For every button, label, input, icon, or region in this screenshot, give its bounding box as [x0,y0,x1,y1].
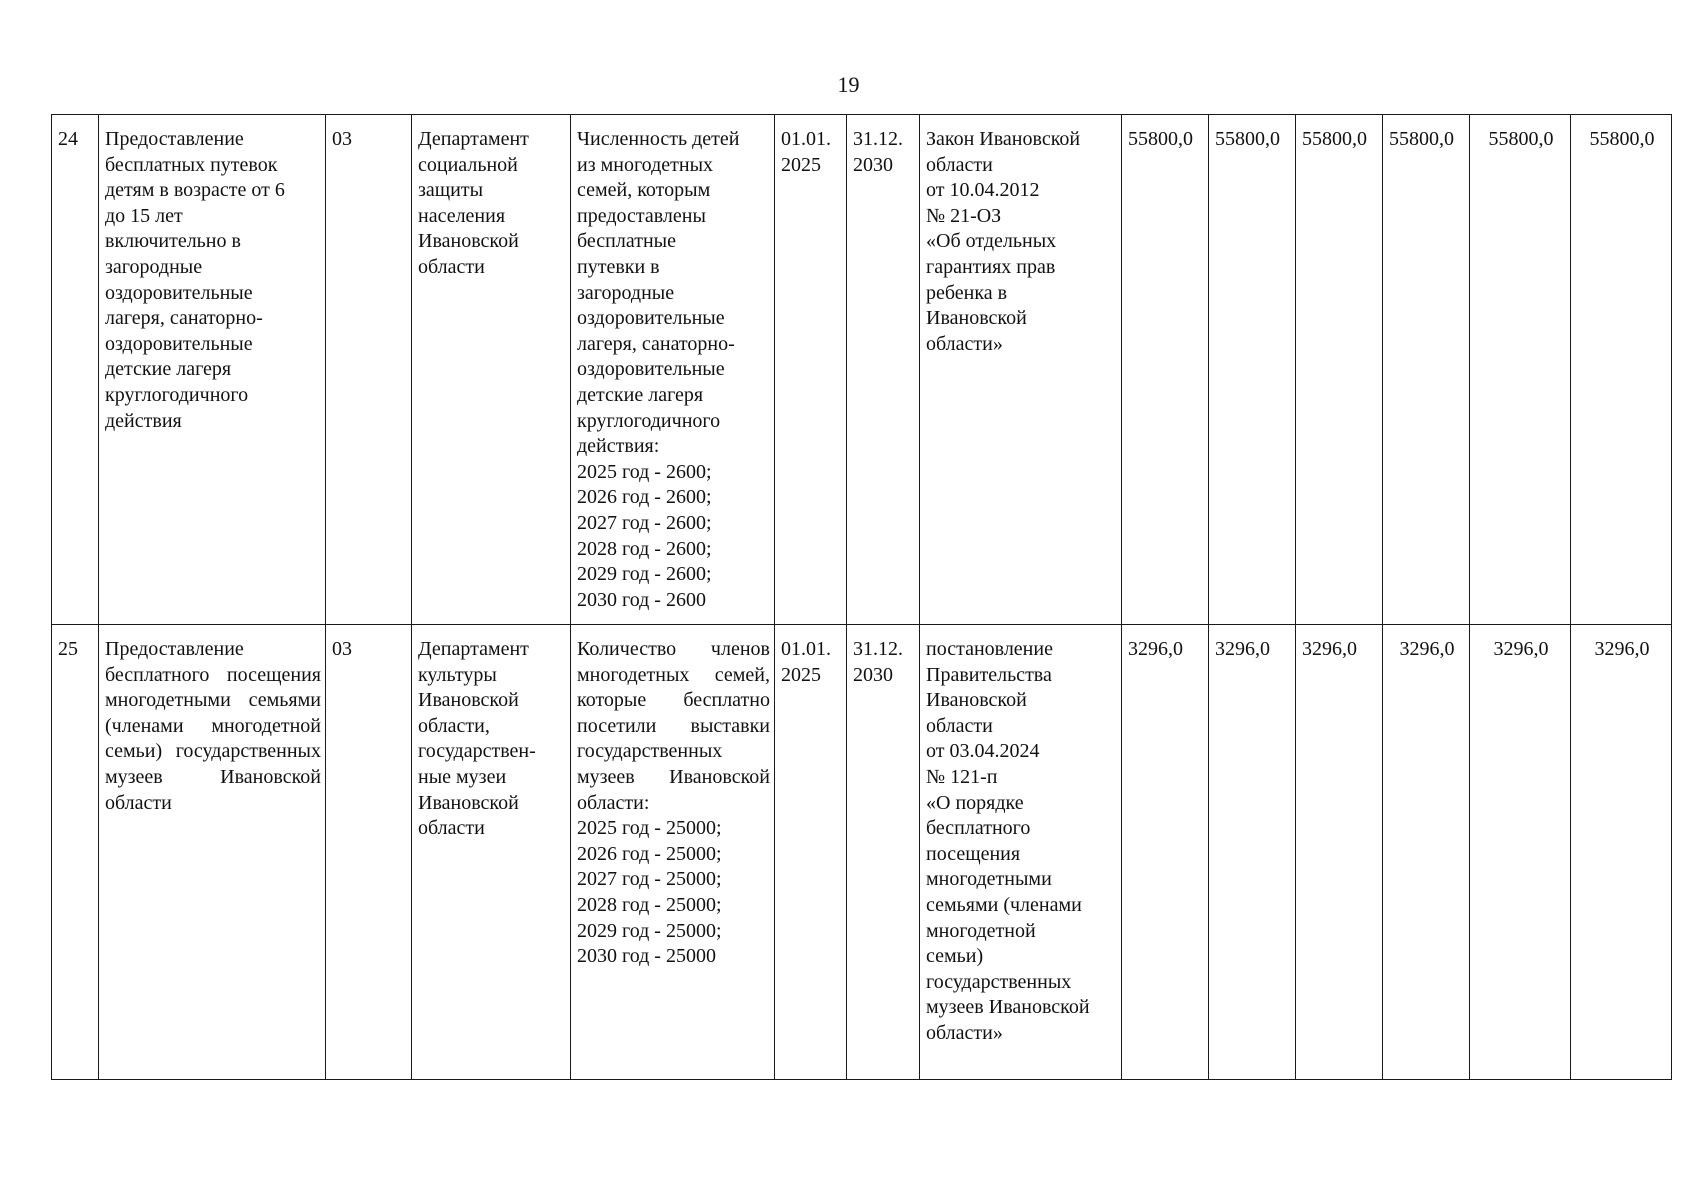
end-date-cell: 31.12. 2030 [847,625,920,1080]
executor-cell: Департамент социальной защиты населения Ивановской области [412,115,571,625]
legal-basis-cell: Закон Ивановской области от 10.04.2012 № 21-ОЗ «Об отдельных гарантиях прав ребенка в Ивановской области» [920,115,1122,625]
indicator-years: 2025 год - 25000; 2026 год - 25000; 2027 год - 25000; 2028 год - 25000; 2029 год - 25000; 2030 год - 25000 [577,817,722,968]
amount-cell: 55800,0 [1209,115,1296,625]
program-measures-table [51,114,1672,1080]
start-date-cell: 01.01. 2025 [775,625,847,1080]
table-row [52,115,1672,625]
amount-cell: 3296,0 [1571,625,1672,1080]
indicator-cell [571,625,775,1080]
amount-cell: 55800,0 [1470,115,1571,625]
start-date-cell: 01.01. 2025 [775,115,847,625]
table-row [52,625,1672,1080]
amount-cell: 3296,0 [1296,625,1383,1080]
amount-cell: 3296,0 [1209,625,1296,1080]
executor-cell: Департамент культуры Ивановской области, государствен- ные музеи Ивановской области [412,625,571,1080]
amount-cell: 3296,0 [1470,625,1571,1080]
amount-cell: 3296,0 [1122,625,1209,1080]
measure-name-cell: Предоставление бесплатного посещения многодетными семьями (членами многодетной семьи) государственных музеев Ивановской области [99,625,326,1080]
page-number: 19 [837,72,860,97]
measure-name-cell: Предоставление бесплатных путевок детям в возрасте от 6 до 15 лет включительно в загородные оздоровительные лагеря, санаторно- оздоровительные детские лагеря круглогодичного действия [99,115,326,625]
end-date-cell: 31.12. 2030 [847,115,920,625]
amount-cell: 3296,0 [1383,625,1470,1080]
indicator-intro: Количество членов многодетных семей, которые бесплатно посетили выставки государственных музеев Ивановской области: [577,638,770,814]
row-index-cell: 25 [52,625,99,1080]
row-index-cell: 24 [52,115,99,625]
legal-basis-cell: постановление Правительства Ивановской области от 03.04.2024 № 121-п «О порядке бесплатного посещения многодетными семьями (членами многодетной семьи) государственных музеев Ивановской области» [920,625,1122,1080]
indicator-cell: Численность детей из многодетных семей, которым предоставлены бесплатные путевки в загородные оздоровительные лагеря, санаторно- оздоровительные детские лагеря круглогодичного действия: 2025 год - 2600; 2026 год - 2600; 2027 год - 2600; 2028 год - 2600; 2029 год - 2600; 2030 год - 2600 [571,115,775,625]
code-cell: 03 [326,625,412,1080]
amount-cell: 55800,0 [1296,115,1383,625]
amount-cell: 55800,0 [1571,115,1672,625]
code-cell: 03 [326,115,412,625]
amount-cell: 55800,0 [1122,115,1209,625]
amount-cell: 55800,0 [1383,115,1470,625]
